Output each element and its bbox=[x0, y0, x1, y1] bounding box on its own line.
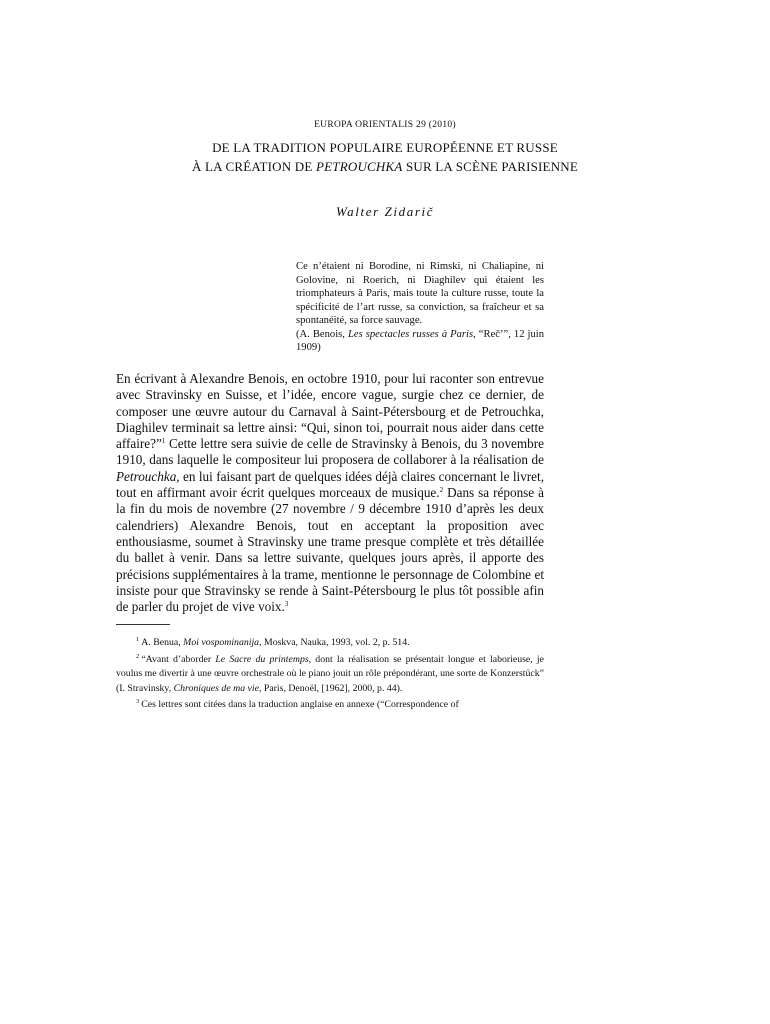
footnote-1: $^1$ A. Benua, Moi vospominanija, Moskva, Nauka, 1993, vol. 2, p. 514. bbox=[136, 636, 410, 648]
body-text bbox=[116, 371, 544, 615]
author-name: Walter Zidarič bbox=[335, 204, 435, 219]
epigraph bbox=[296, 260, 544, 355]
body-paragraph: En écrivant à Alexandre Benois, en octobre 1910, pour lui raconter son entrevue avec Stravinsky en Suisse, et l’idée, encore vague, surgie chez ce dernier, de composer une œuvre autour du Carnaval à Saint-Pétersbourg et de Petrouchka, Diaghilev terminait sa lettre ainsi: “Qui, sinon toi, pourrait nous aider dans cette affaire?”$^1$ Cette lettre sera suivie de celle de Stravinsky à Benois, du 3 novembre 1910, dans laquelle le compositeur lui proposera de collaborer à la réalisation de Petrouchka, en lui faisant part de quelques idées déjà claires concernant le livret, tout en affirmant avoir écrit quelques morceaux de musique.$^2$ Dans sa réponse à la fin du mois de novembre (27 novembre / 9 décembre 1910 d’après les deux calendriers) Alexandre Benois, tout en acceptant la proposition avec enthousiasme, soumet à Stravinsky une trame presque complète et très détaillée du ballet à venir. Dans sa lettre suivante, quelques jours après, il apporte des précisions supplémentaires à la trame, mentionne le personnage de Colombine et insiste pour que Stravinsky se rende à Saint-Pétersbourg le plus tôt possible afin de parler du projet de vive voix.$^3$ bbox=[116, 371, 545, 615]
epigraph-text: Ce n’étaient ni Borodine, ni Rimski, ni Chaliapine, ni Golovine, ni Roerich, ni Diaghilev qui étaient les triomphateurs à Paris, mais toute la culture russe, toute la spécificité de l’art russe, sa conviction, sa fraîcheur et sa spontanéité, sa force sauvage. bbox=[296, 261, 544, 326]
footnote-3: $^3$ Ces lettres sont citées dans la traduction anglaise en annexe (“Correspondence of bbox=[136, 698, 459, 711]
footnote-ref-1[interactable]: 1 bbox=[161, 437, 166, 446]
footnotes bbox=[116, 636, 544, 715]
epigraph-source: (A. Benois, Les spectacles russes à Paris, “Reč’”, 12 juin 1909) bbox=[296, 328, 545, 353]
footnote-separator bbox=[116, 624, 170, 625]
title-italic-work: PETROUCHKA bbox=[316, 159, 403, 174]
article-title bbox=[0, 138, 770, 176]
title-line-2: À LA CRÉATION DE PETROUCHKA SUR LA SCÈNE PARISIENNE bbox=[191, 159, 579, 174]
title-line-1: DE LA TRADITION POPULAIRE EUROPÉENNE ET RUSSE bbox=[212, 140, 558, 155]
journal-header: EUROPA ORIENTALIS 29 (2010) bbox=[314, 120, 456, 130]
footnote-ref-3[interactable]: 3 bbox=[284, 600, 289, 609]
footnote-2: $^2$ “Avant d’aborder Le Sacre du printemps, dont la réalisation se présentait longue et laborieuse, je voulus me divertir à une œuvre orchestrale où le piano jouit un rôle prépondérant, une sorte de Konzerstück” (I. Stravinsky, Chroniques de ma vie, Paris, Denoël, [1962], 2000, p. 44). bbox=[116, 652, 544, 694]
footnote-ref-2[interactable]: 2 bbox=[439, 486, 444, 495]
